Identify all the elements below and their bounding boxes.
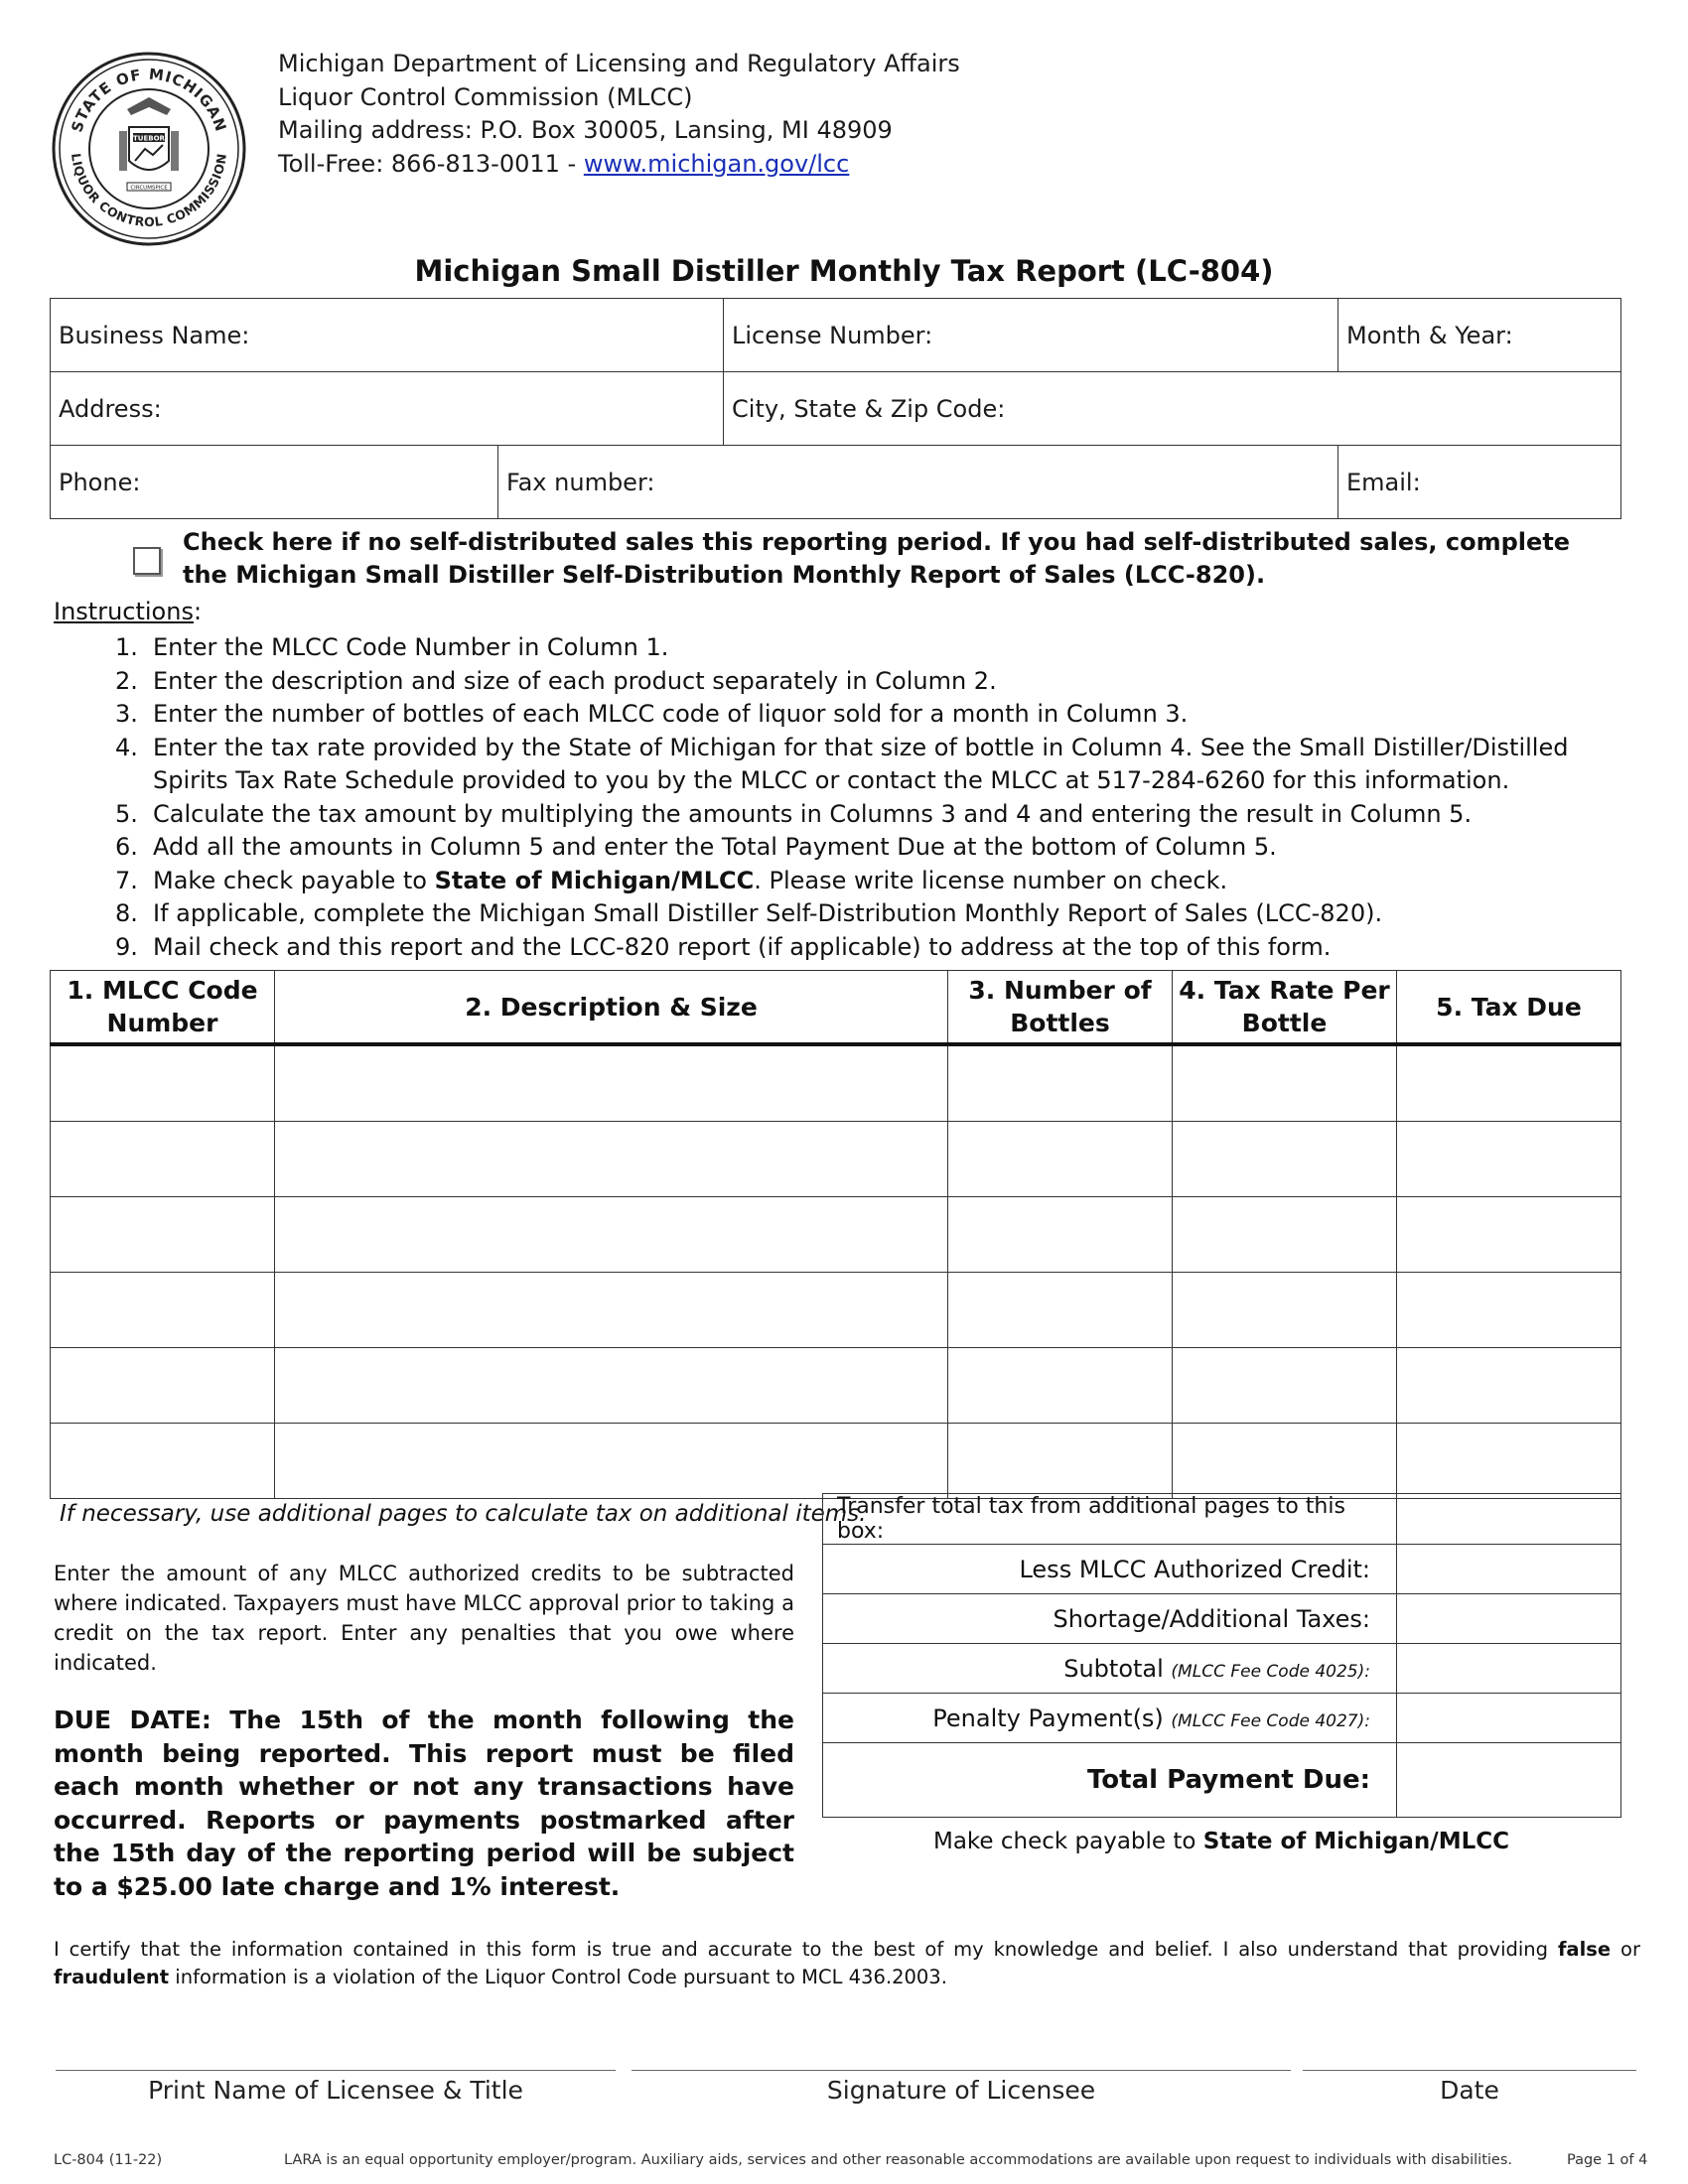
tax-due-cell[interactable] <box>1397 1424 1621 1499</box>
email-label: Email: <box>1346 468 1421 496</box>
penalty-text: Penalty Payment(s) <box>932 1704 1172 1732</box>
total-payment-input[interactable] <box>1397 1743 1621 1818</box>
instruction-number: 1. <box>115 633 138 661</box>
seal-top-text: STATE OF MICHIGAN <box>68 65 230 135</box>
credit-instructions: Enter the amount of any MLCC authorized credits to be subtracted where indicated. Taxpayers must have MLCC approval prior to taking a credit on the tax report. Enter any penalties that you owe where indicated. <box>54 1562 794 1675</box>
date-label: Date <box>1440 2076 1499 2105</box>
instructions-heading-colon: : <box>193 598 203 625</box>
column-header-bottles: 3. Number of Bottles <box>948 971 1173 1045</box>
instruction-item <box>115 732 1624 798</box>
bottles-cell[interactable] <box>948 1122 1173 1197</box>
mlcc-code-cell[interactable] <box>51 1044 275 1122</box>
instruction-item <box>115 665 1624 699</box>
description-cell[interactable] <box>275 1273 948 1348</box>
column-header-mlcc-code: 1. MLCC Code Number <box>51 971 275 1045</box>
page-number: Page 1 of 4 <box>1567 2152 1648 2168</box>
certification-text: information is a violation of the Liquor Control Code pursuant to MCL 436.2003. <box>169 1966 947 1988</box>
table-row <box>51 1044 1621 1122</box>
subtotal-text: Subtotal <box>1063 1654 1172 1683</box>
instruction-number: 8. <box>115 899 138 927</box>
tollfree-line <box>278 148 960 182</box>
instruction-number: 3. <box>115 700 138 728</box>
city-state-zip-label: City, State & Zip Code: <box>732 394 1006 423</box>
payable-note <box>822 1829 1620 1854</box>
column-header-tax-rate: 4. Tax Rate Per Bottle <box>1173 971 1397 1045</box>
website-link[interactable]: www.michigan.gov/lcc <box>583 149 850 178</box>
instruction-item <box>115 798 1624 832</box>
no-sales-checkbox-label: Check here if no self-distributed sales this reporting period. If you had self-distributed sales, complete the Michigan Small Distiller Self-Distribution Monthly Report of Sales (LCC-820). <box>183 528 1571 589</box>
seal-banner-text: TUEBOR <box>133 134 165 143</box>
tax-due-cell[interactable] <box>1397 1122 1621 1197</box>
table-row <box>51 1122 1621 1197</box>
description-cell[interactable] <box>275 1348 948 1424</box>
description-cell[interactable] <box>275 1424 948 1499</box>
license-number-field[interactable] <box>724 299 1338 372</box>
instruction-number: 5. <box>115 799 138 828</box>
table-row <box>51 1273 1621 1348</box>
instruction-number: 7. <box>115 866 138 894</box>
print-name-label: Print Name of Licensee & Title <box>148 2076 523 2105</box>
mlcc-code-cell[interactable] <box>51 1424 275 1499</box>
instruction-text: Make check payable to <box>153 866 435 894</box>
payment-summary-table <box>822 1493 1621 1818</box>
tax-due-cell[interactable] <box>1397 1348 1621 1424</box>
michigan-seal-logo <box>50 50 248 248</box>
address-field[interactable] <box>51 372 724 446</box>
seal-bottom-text: LIQUOR CONTROL COMMISSION <box>69 152 230 230</box>
total-payment-label: Total Payment Due: <box>823 1743 1397 1818</box>
transfer-total-input[interactable] <box>1397 1494 1621 1545</box>
date-line[interactable] <box>1303 2070 1636 2071</box>
instruction-text: Enter the MLCC Code Number in Column 1. <box>153 633 669 661</box>
agency-header <box>278 48 960 181</box>
bottles-cell[interactable] <box>948 1348 1173 1424</box>
description-cell[interactable] <box>275 1122 948 1197</box>
bottles-cell[interactable] <box>948 1424 1173 1499</box>
penalty-label <box>823 1694 1397 1743</box>
form-id: LC-804 (11-22) <box>54 2152 163 2168</box>
instruction-number: 2. <box>115 666 138 695</box>
shortage-label: Shortage/Additional Taxes: <box>823 1594 1397 1644</box>
city-state-zip-field[interactable] <box>724 372 1621 446</box>
instruction-text: Enter the number of bottles of each MLCC code of liquor sold for a month in Column 3. <box>153 700 1189 728</box>
eeo-statement: LARA is an equal opportunity employer/program. Auxiliary aids, services and other reasonable accommodations are available upon request to individuals with disabilities. <box>284 2152 1512 2168</box>
month-year-label: Month & Year: <box>1346 321 1513 349</box>
shortage-input[interactable] <box>1397 1594 1621 1644</box>
mlcc-code-cell[interactable] <box>51 1273 275 1348</box>
additional-pages-note: If necessary, use additional pages to calculate tax on additional items. <box>60 1501 867 1527</box>
tax-due-cell[interactable] <box>1397 1273 1621 1348</box>
phone-label: Phone: <box>59 468 141 496</box>
phone-field[interactable] <box>51 446 498 519</box>
license-number-label: License Number: <box>732 321 933 349</box>
due-date-notice: DUE DATE: The 15th of the month following the month being reported. This report must be filed each month whether or not any transactions have occurred. Reports or payments postmarked after the 15th day of the reporting period will be subject to a $25.00 late charge and 1% interest. <box>54 1706 794 1901</box>
column-header-tax-due: 5. Tax Due <box>1397 971 1621 1045</box>
month-year-field[interactable] <box>1338 299 1621 372</box>
fax-label: Fax number: <box>506 468 655 496</box>
bottles-cell[interactable] <box>948 1197 1173 1273</box>
payable-name: State of Michigan/MLCC <box>1202 1829 1510 1854</box>
tax-due-cell[interactable] <box>1397 1197 1621 1273</box>
mlcc-code-cell[interactable] <box>51 1197 275 1273</box>
subtotal-input[interactable] <box>1397 1644 1621 1694</box>
instructions-list <box>115 631 1624 964</box>
instruction-item <box>115 698 1624 732</box>
business-name-field[interactable] <box>51 299 724 372</box>
table-row <box>51 1424 1621 1499</box>
instruction-text: If applicable, complete the Michigan Small Distiller Self-Distribution Monthly Report of Sales (LCC-820). <box>153 899 1383 927</box>
instruction-item <box>115 897 1624 931</box>
description-cell[interactable] <box>275 1044 948 1122</box>
instruction-item <box>115 831 1624 865</box>
instruction-text: . Please write license number on check. <box>754 866 1228 894</box>
email-field[interactable] <box>1338 446 1621 519</box>
subtotal-label <box>823 1644 1397 1694</box>
tollfree-number: Toll-Free: 866-813-0011 - <box>278 149 584 178</box>
instructions-heading <box>54 598 202 625</box>
tax-rate-cell[interactable] <box>1173 1348 1397 1424</box>
mlcc-code-cell[interactable] <box>51 1348 275 1424</box>
instruction-bold-text: State of Michigan/MLCC <box>434 866 755 894</box>
penalty-input[interactable] <box>1397 1694 1621 1743</box>
tax-rate-cell[interactable] <box>1173 1197 1397 1273</box>
instruction-number: 9. <box>115 932 138 961</box>
certification-statement <box>54 1936 1640 1991</box>
bottles-cell[interactable] <box>948 1044 1173 1122</box>
instruction-text: Enter the tax rate provided by the State of Michigan for that size of bottle in Column 4. See the Small Distiller/Distilled Spirits Tax Rate Schedule provided to you by the MLCC or contact the MLCC at 517-284-6260 for this information. <box>153 733 1569 794</box>
less-credit-label: Less MLCC Authorized Credit: <box>823 1545 1397 1594</box>
certification-bold-fraudulent: fraudulent <box>54 1966 170 1988</box>
bottles-cell[interactable] <box>948 1273 1173 1348</box>
no-sales-checkbox[interactable] <box>133 547 161 575</box>
penalty-fee-code: (MLCC Fee Code 4027): <box>1171 1710 1370 1731</box>
tax-rate-cell[interactable] <box>1173 1273 1397 1348</box>
fax-field[interactable] <box>498 446 1338 519</box>
transfer-total-label: Transfer total tax from additional pages to this box: <box>823 1494 1397 1545</box>
instruction-number: 6. <box>115 833 138 861</box>
tax-rate-cell[interactable] <box>1173 1044 1397 1122</box>
instruction-item <box>115 865 1624 898</box>
form-title: Michigan Small Distiller Monthly Tax Report (LC-804) <box>414 254 1274 288</box>
business-info-table <box>50 298 1621 519</box>
instruction-item <box>115 631 1624 665</box>
instruction-text: Add all the amounts in Column 5 and enter the Total Payment Due at the bottom of Column 5. <box>153 833 1277 861</box>
tax-rate-cell[interactable] <box>1173 1122 1397 1197</box>
certification-bold-false: false <box>1557 1938 1612 1961</box>
tax-rate-cell[interactable] <box>1173 1424 1397 1499</box>
commission-line: Liquor Control Commission (MLCC) <box>278 82 693 111</box>
instruction-text: Mail check and this report and the LCC-820 report (if applicable) to address at the top of this form. <box>153 932 1332 961</box>
payable-prefix: Make check payable to <box>932 1829 1203 1854</box>
mailing-address: Mailing address: P.O. Box 30005, Lansing, MI 48909 <box>278 116 893 144</box>
certification-text: I certify that the information contained in this form is true and accurate to the best of my knowledge and belief. I also understand that providing <box>54 1938 1558 1961</box>
subtotal-fee-code: (MLCC Fee Code 4025): <box>1171 1661 1370 1682</box>
business-name-label: Business Name: <box>59 321 250 349</box>
address-label: Address: <box>59 394 162 423</box>
instructions-heading-text: Instructions <box>54 598 194 625</box>
description-cell[interactable] <box>275 1197 948 1273</box>
instruction-text: Calculate the tax amount by multiplying the amounts in Columns 3 and 4 and entering the result in Column 5. <box>153 799 1473 828</box>
signature-line[interactable] <box>632 2070 1291 2071</box>
signature-label: Signature of Licensee <box>826 2076 1096 2105</box>
certification-text: or <box>1611 1938 1640 1961</box>
instruction-item <box>115 931 1624 965</box>
tax-due-cell[interactable] <box>1397 1044 1621 1122</box>
agency-line: Michigan Department of Licensing and Regulatory Affairs <box>278 50 960 77</box>
mlcc-code-cell[interactable] <box>51 1122 275 1197</box>
column-header-description: 2. Description & Size <box>275 971 948 1045</box>
instruction-number: 4. <box>115 733 138 761</box>
table-row <box>51 1197 1621 1273</box>
less-credit-input[interactable] <box>1397 1545 1621 1594</box>
seal-motto-text: CIRCUMSPICE <box>130 185 168 192</box>
print-name-line[interactable] <box>56 2070 616 2071</box>
instruction-text: Enter the description and size of each product separately in Column 2. <box>153 666 997 695</box>
table-row <box>51 1348 1621 1424</box>
tax-items-table <box>50 970 1621 1499</box>
